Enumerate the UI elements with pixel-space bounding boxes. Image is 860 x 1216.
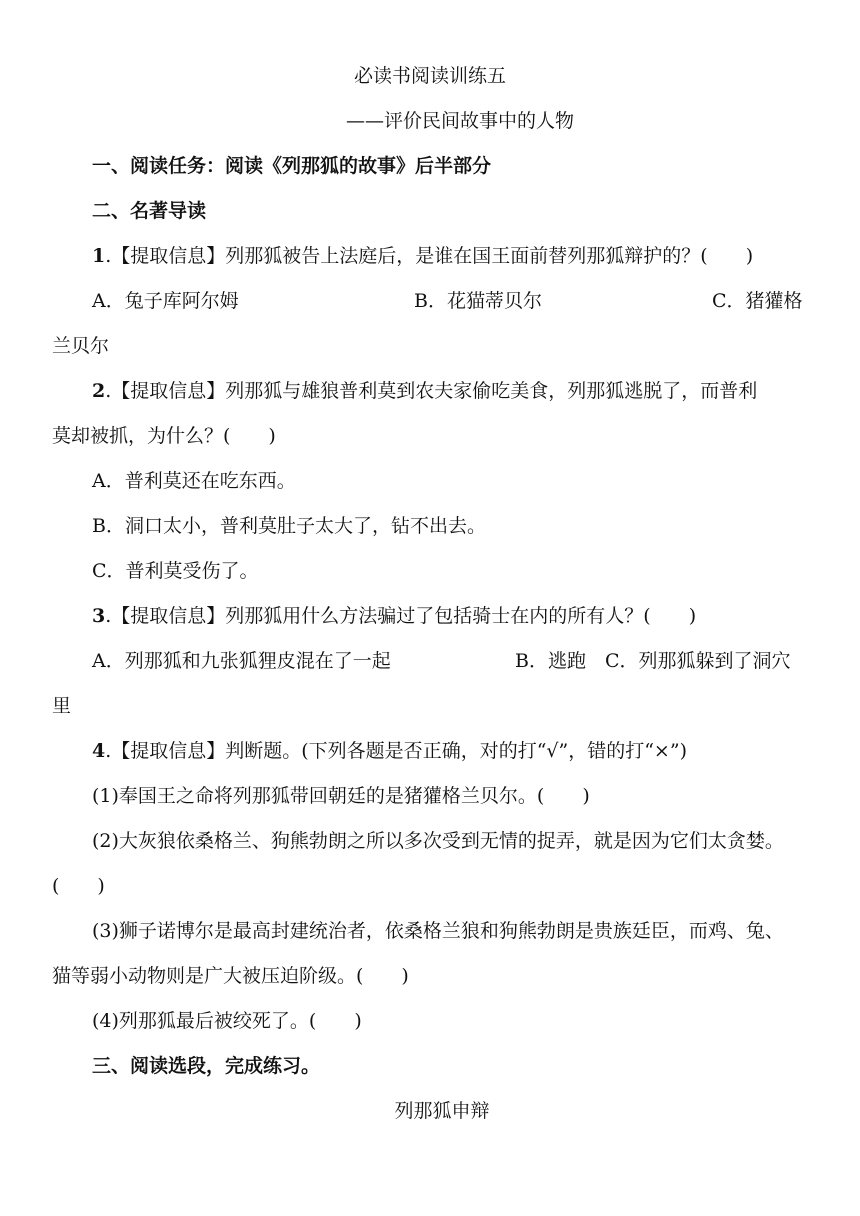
question-3	[92, 604, 696, 628]
q4-statement-3: (3)狮子诺博尔是最高封建统治者，依桑格兰狼和狗熊勃朗是贵族廷臣，而鸡、兔、	[92, 920, 784, 942]
q1-option-a: A．兔子库阿尔姆	[92, 290, 239, 312]
question-2	[92, 379, 757, 403]
section-heading-1: 一、阅读任务：阅读《列那狐的故事》后半部分	[92, 155, 492, 177]
q2-option-a: A．普利莫还在吃东西。	[92, 470, 296, 492]
question-stem: .【提取信息】判断题。(下列各题是否正确，对的打“√”，错的打“×”)	[105, 740, 687, 762]
question-stem-line-2: 莫却被抓，为什么？( )	[52, 425, 276, 447]
q1-option-c: C．猪獾格	[712, 290, 803, 312]
q3-option-b-c: B．逃跑 C．列那狐躲到了洞穴	[515, 650, 791, 672]
section-heading-3: 三、阅读选段，完成练习。	[92, 1055, 321, 1077]
section-heading-2: 二、名著导读	[92, 200, 207, 222]
question-number: 3	[92, 605, 106, 627]
page-subtitle: ——评价民间故事中的人物	[345, 110, 574, 132]
question-4	[92, 739, 687, 763]
q4-statement-2-continued: ( )	[52, 875, 105, 897]
q2-option-b: B．洞口太小，普利莫肚子太大了，钻不出去。	[92, 515, 486, 537]
question-number: 2	[92, 380, 106, 402]
q4-statement-3-continued: 猫等弱小动物则是广大被压迫阶级。( )	[52, 965, 409, 987]
q4-statement-2: (2)大灰狼依桑格兰、狗熊勃朗之所以多次受到无情的捉弄，就是因为它们太贪婪。	[92, 830, 784, 852]
question-number: 4	[92, 740, 106, 762]
passage-title: 列那狐申辩	[394, 1100, 490, 1122]
q3-option-a: A．列那狐和九张狐狸皮混在了一起	[92, 650, 391, 672]
question-stem: .【提取信息】列那狐被告上法庭后，是谁在国王面前替列那狐辩护的？( )	[105, 245, 754, 267]
q1-option-b: B．花猫蒂贝尔	[414, 290, 542, 312]
q2-option-c: C．普利莫受伤了。	[92, 560, 259, 582]
page-title: 必读书阅读训练五	[353, 65, 506, 87]
q4-statement-4: (4)列那狐最后被绞死了。( )	[92, 1010, 362, 1032]
question-number: 1	[92, 245, 106, 267]
q1-option-c-continued: 兰贝尔	[52, 335, 110, 357]
q3-option-c-continued: 里	[52, 695, 72, 717]
q4-statement-1: (1)奉国王之命将列那狐带回朝廷的是猪獾格兰贝尔。( )	[92, 785, 590, 807]
question-1	[92, 244, 753, 268]
question-stem-line-1: .【提取信息】列那狐与雄狼普利莫到农夫家偷吃美食，列那狐逃脱了，而普利	[105, 380, 758, 402]
question-stem: .【提取信息】列那狐用什么方法骗过了包括骑士在内的所有人？( )	[105, 605, 697, 627]
